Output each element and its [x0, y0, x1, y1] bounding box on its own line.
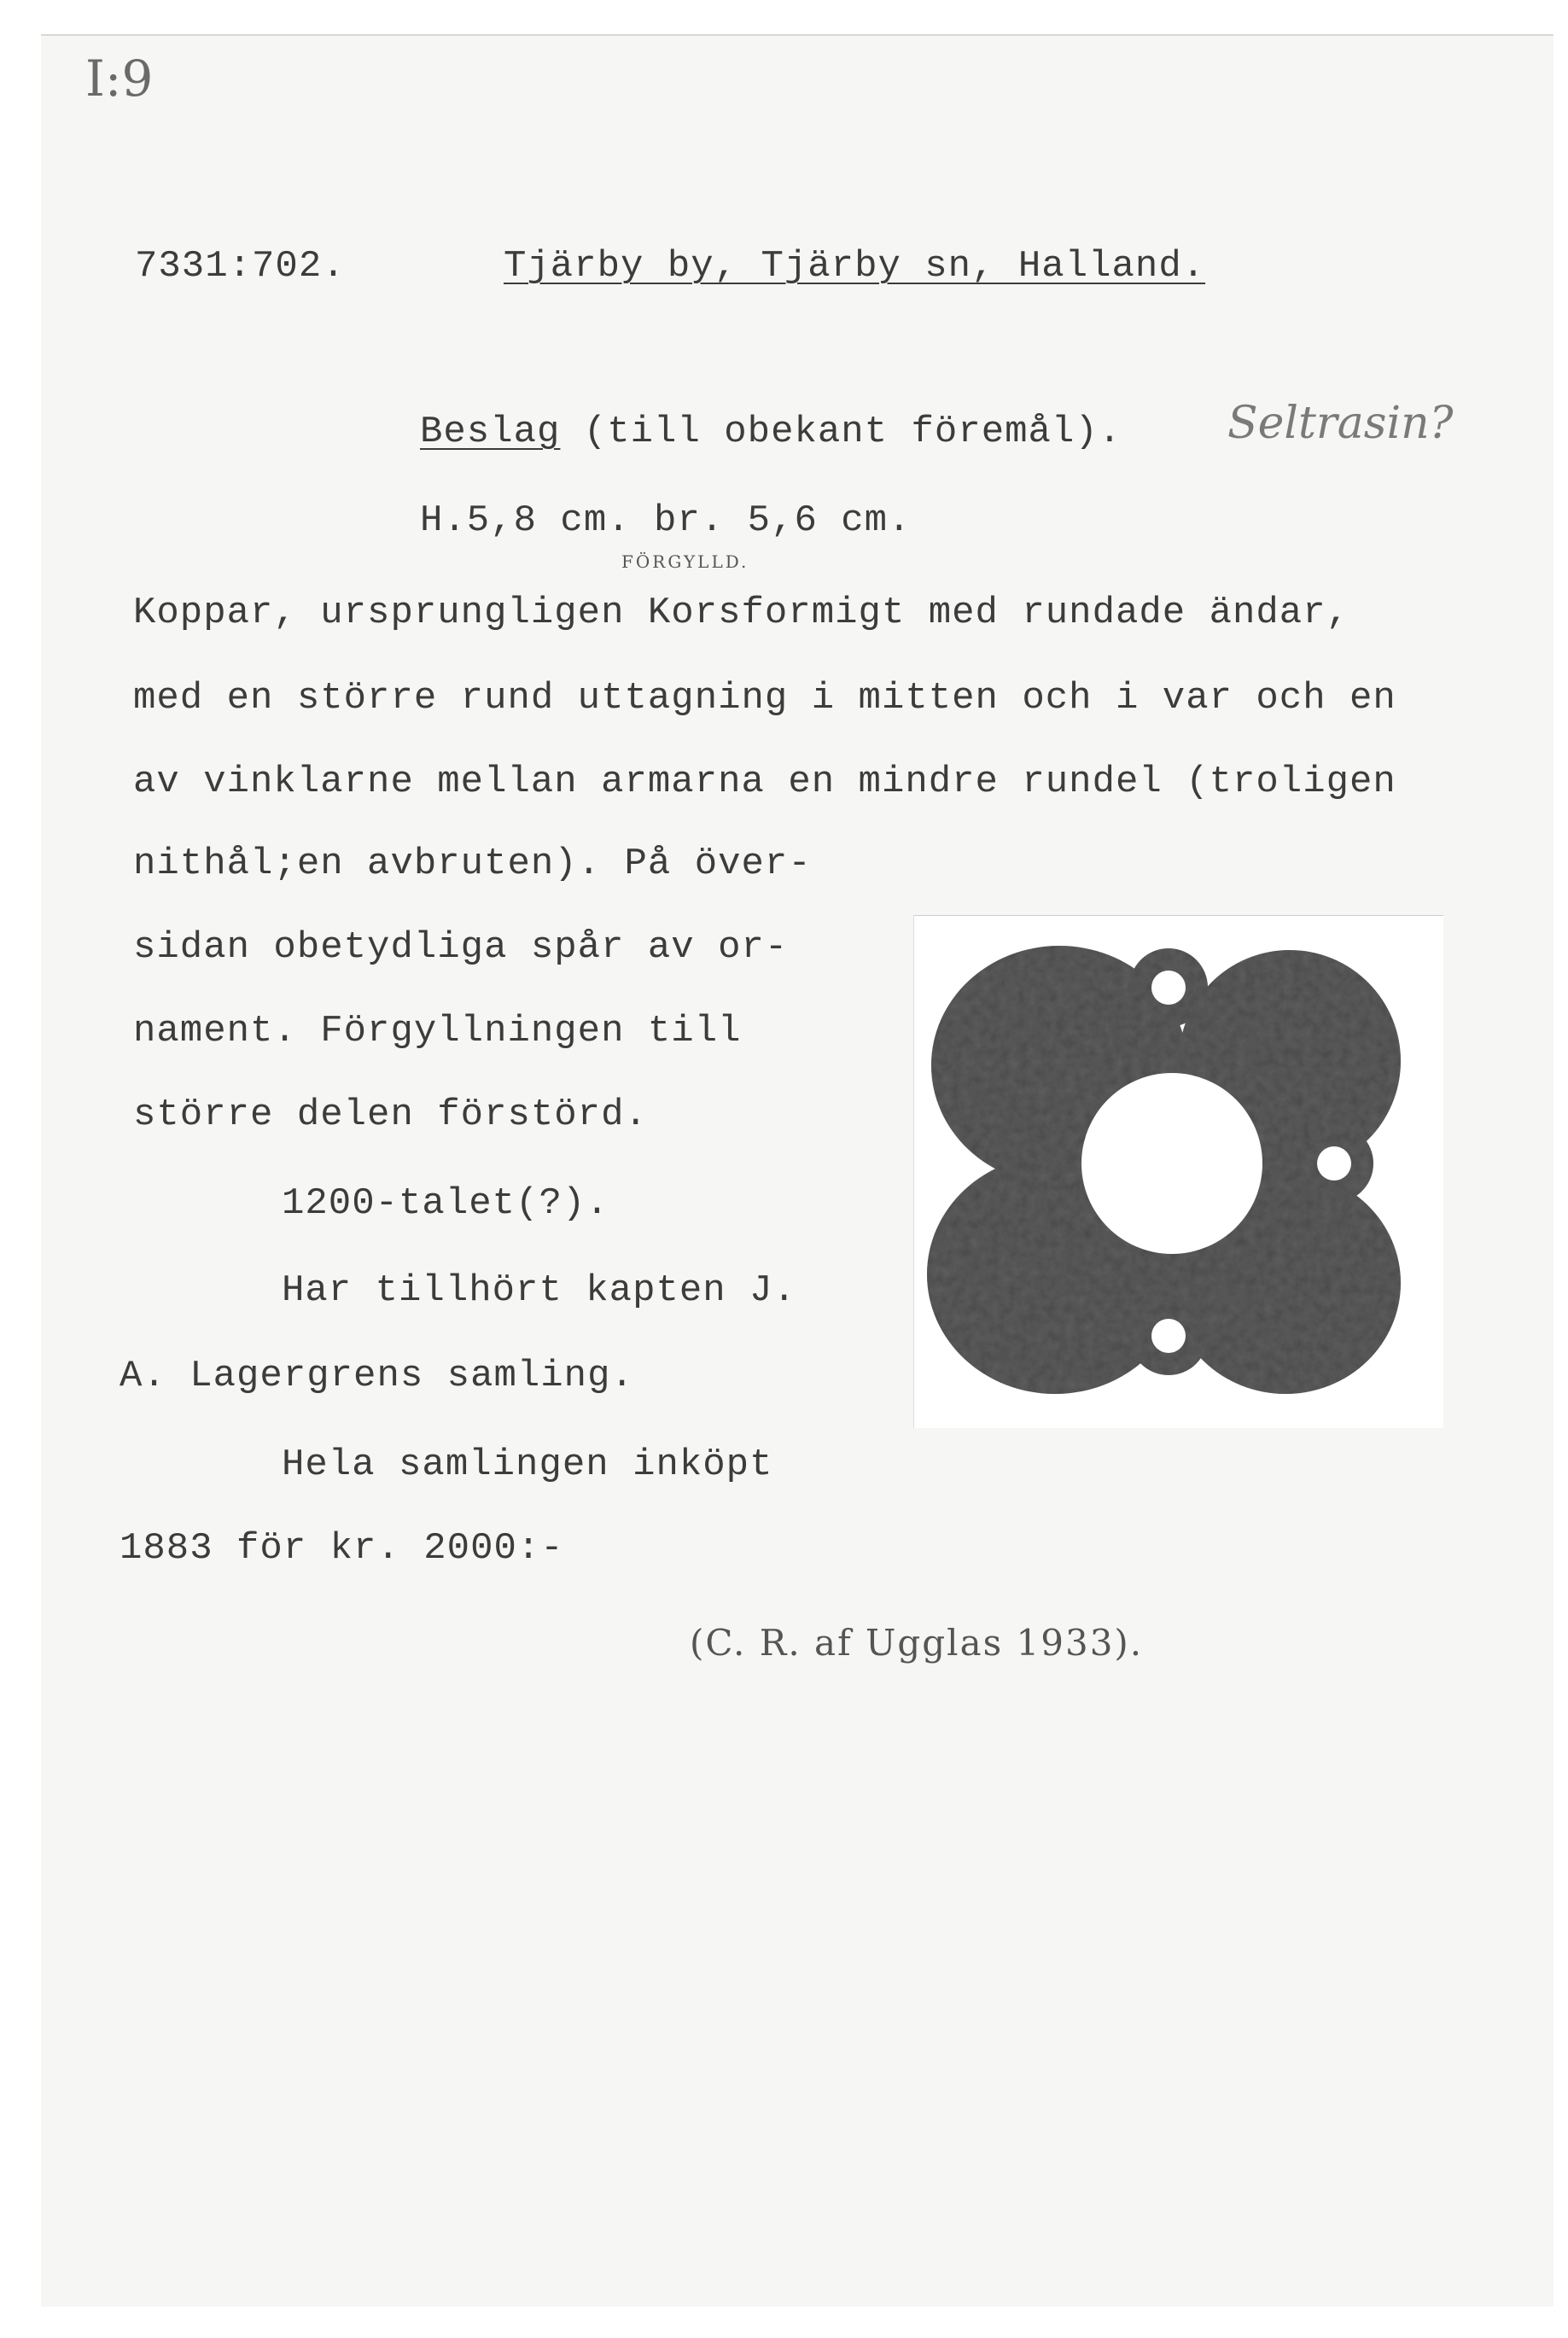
attribution-note: (C. R. af Ugglas 1933). — [690, 1622, 1144, 1664]
description-line-5: sidan obetydliga spår av or- — [133, 926, 789, 969]
dimensions: H.5,8 cm. br. 5,6 cm. — [420, 499, 912, 542]
catalog-number: 7331:702. — [135, 245, 346, 288]
object-title-rest: (till obekant föremål). — [583, 411, 1122, 453]
handwritten-name-note: Seltrasin? — [1227, 398, 1454, 449]
artifact-body — [927, 946, 1401, 1394]
description-line-6: nament. Förgyllningen till — [133, 1010, 742, 1052]
purchase-line-2: 1883 för kr. 2000:- — [119, 1527, 564, 1570]
find-location: Tjärby by, Tjärby sn, Halland. — [504, 245, 1206, 288]
provenance-line-2: A. Lagergrens samling. — [119, 1355, 634, 1397]
object-title-word: Beslag — [420, 411, 561, 453]
handwritten-gilded-note: FÖRGYLLD. — [621, 551, 749, 572]
description-line-1: Koppar, ursprungligen Korsformigt med rundade ändar, — [133, 592, 1350, 634]
corner-note: I:9 — [85, 50, 154, 108]
dating: 1200-talet(?). — [282, 1182, 609, 1225]
description-line-2: med en större rund uttagning i mitten och i var och en — [133, 677, 1396, 720]
artifact-photo — [913, 915, 1443, 1428]
description-line-4: nithål;en avbruten). På över- — [133, 842, 812, 885]
provenance-line-1: Har tillhört kapten J. — [282, 1269, 796, 1312]
artifact-mount-icon — [914, 916, 1443, 1428]
description-line-3: av vinklarne mellan armarna en mindre rundel (troligen — [133, 761, 1396, 803]
object-title — [420, 408, 1122, 456]
purchase-line-1: Hela samlingen inköpt — [282, 1443, 773, 1486]
description-line-7: större delen förstörd. — [133, 1093, 648, 1136]
